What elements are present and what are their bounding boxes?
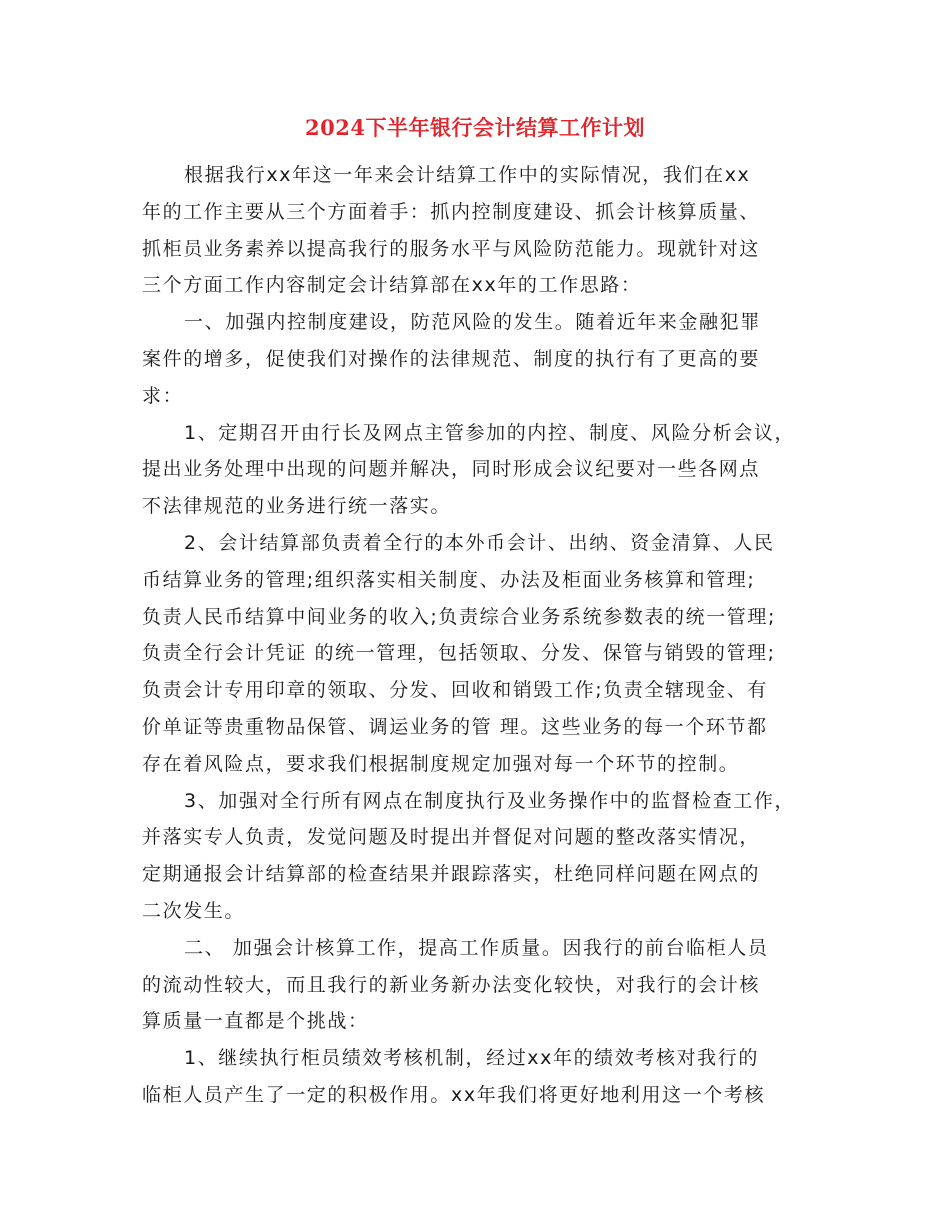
text-line: 不法律规范的业务进行统一落实。: [142, 495, 452, 518]
text-line: 1、定期召开由行长及网点主管参加的内控、制度、风险分析会议，: [184, 421, 796, 444]
text-line: 二次发生。: [142, 899, 246, 922]
text-line: 算质量一直都是个挑战：: [142, 1010, 369, 1033]
text-line: 二、 加强会计核算工作，提高工作质量。因我行的前台临柜人员: [184, 936, 769, 959]
text-line: 并落实专人负责，发觉问题及时提出并督促对问题的整改落实情况，: [142, 826, 761, 849]
text-line: 的流动性较大，而且我行的新业务新办法变化较快，对我行的会计核: [142, 973, 761, 996]
text-line: 提出业务处理中出现的问题并解决，同时形成会议纪要对一些各网点: [142, 458, 761, 481]
text-line: 负责会计专用印章的领取、分发、回收和销毁工作;负责全辖现金、有: [142, 679, 769, 702]
text-line: 临柜人员产生了一定的积极作用。xx年我们将更好地利用这一个考核: [142, 1083, 766, 1106]
document-body: [142, 157, 822, 1114]
text-line: 1、继续执行柜员绩效考核机制，经过xx年的绩效考核对我行的: [184, 1047, 759, 1070]
text-line: 3、加强对全行所有网点在制度执行及业务操作中的监督检查工作，: [184, 789, 796, 812]
paragraph-intro: [142, 157, 822, 304]
text-line: 定期通报会计结算部的检查结果并跟踪落实，杜绝同样问题在网点的: [142, 863, 761, 886]
text-line: 案件的增多，促使我们对操作的法律规范、制度的执行有了更高的要: [142, 347, 761, 370]
paragraph-item-1-3: [142, 783, 822, 930]
paragraph-item-1-2: [142, 525, 822, 783]
document-title: 2024下半年银行会计结算工作计划: [305, 115, 645, 140]
text-line: 存在着风险点，要求我们根据制度规定加强对每一个环节的控制。: [142, 752, 740, 775]
text-line: 负责人民币结算中间业务的收入;负责综合业务系统参数表的统一管理;: [142, 605, 777, 628]
text-line: 根据我行xx年这一年来会计结算工作中的实际情况，我们在xx: [184, 164, 751, 186]
text-line: 一、加强内控制度建设，防范风险的发生。随着近年来金融犯罪: [184, 311, 761, 334]
text-line: 2、会计结算部负责着全行的本外币会计、出纳、资金清算、人民: [184, 531, 775, 554]
text-line: 三个方面工作内容制定会计结算部在xx年的工作思路：: [142, 274, 642, 297]
text-line: 负责全行会计凭证 的统一管理，包括领取、分发、保管与销毁的管理;: [142, 642, 776, 665]
text-line: 抓柜员业务素养以提高我行的服务水平与风险防范能力。现就针对这: [142, 237, 761, 260]
paragraph-item-2-1: [142, 1040, 822, 1114]
paragraph-section-one: [142, 304, 822, 414]
paragraph-item-1-1: [142, 415, 822, 525]
text-line: 币结算业务的管理;组织落实相关制度、办法及柜面业务核算和管理;: [142, 568, 756, 591]
text-line: 年的工作主要从三个方面着手：抓内控制度建设、抓会计核算质量、: [142, 200, 761, 223]
text-line: 求：: [142, 384, 184, 407]
paragraph-section-two: [142, 930, 822, 1040]
text-line: 价单证等贵重物品保管、调运业务的管 理。这些业务的每一个环节都: [142, 715, 768, 738]
